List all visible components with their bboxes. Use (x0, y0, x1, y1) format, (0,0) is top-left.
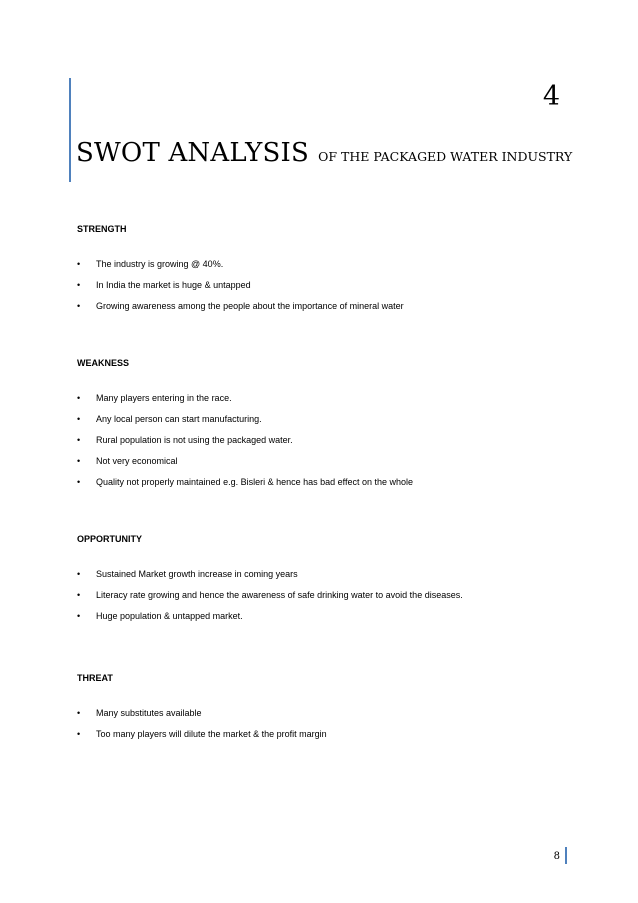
chapter-title-sub: OF THE PACKAGED WATER INDUSTRY (318, 149, 573, 164)
chapter-title (76, 133, 572, 177)
list-item (77, 434, 577, 446)
page-number: 8 (553, 851, 560, 862)
section-heading-threat: THREAT (77, 673, 113, 683)
section-weakness (77, 357, 577, 497)
bullet-icon: • (77, 280, 81, 290)
list-item (77, 728, 577, 740)
bullet-icon: • (77, 301, 81, 311)
list-item (77, 589, 577, 601)
chapter-title-main: SWOT ANALYSIS (76, 138, 310, 168)
list-item-text: Many players entering in the race. (96, 393, 232, 403)
list-item-text: Huge population & untapped market. (96, 611, 243, 621)
bullet-icon: • (77, 708, 81, 718)
list-item (77, 413, 577, 425)
list-item (77, 568, 577, 580)
bullet-icon: • (77, 414, 81, 424)
chapter-accent-bar (69, 78, 71, 182)
section-heading-strength: STRENGTH (77, 224, 127, 234)
section-strength (77, 223, 577, 321)
bullet-icon: • (77, 729, 81, 739)
list-strength (77, 258, 577, 312)
list-item-text: Growing awareness among the people about the importance of mineral water (96, 301, 404, 311)
bullet-icon: • (77, 456, 81, 466)
list-threat (77, 707, 577, 740)
bullet-icon: • (77, 477, 81, 487)
bullet-icon: • (77, 611, 81, 621)
page-number-accent-bar (565, 847, 567, 864)
section-heading-opportunity: OPPORTUNITY (77, 534, 143, 544)
section-threat (77, 672, 577, 749)
list-item-text: Quality not properly maintained e.g. Bisleri & hence has bad effect on the whole (96, 477, 414, 487)
list-item-text: In India the market is huge & untapped (96, 280, 251, 290)
list-item-text: Rural population is not using the packaged water. (96, 435, 293, 445)
list-item-text: Not very economical (96, 456, 178, 466)
list-item (77, 279, 577, 291)
bullet-icon: • (77, 569, 81, 579)
section-opportunity (77, 533, 577, 631)
list-item (77, 455, 577, 467)
list-item (77, 610, 577, 622)
list-item (77, 476, 577, 488)
list-item-text: The industry is growing @ 40%. (96, 259, 224, 269)
list-item (77, 392, 577, 404)
list-opportunity (77, 568, 577, 622)
bullet-icon: • (77, 259, 81, 269)
list-item (77, 300, 577, 312)
list-item-text: Too many players will dilute the market & the profit margin (96, 729, 327, 739)
bullet-icon: • (77, 435, 81, 445)
bullet-icon: • (77, 590, 81, 600)
list-item-text: Literacy rate growing and hence the awareness of safe drinking water to avoid the diseases. (96, 590, 463, 600)
list-item-text: Any local person can start manufacturing. (96, 414, 262, 424)
bullet-icon: • (77, 393, 81, 403)
list-weakness (77, 392, 577, 488)
list-item (77, 707, 577, 719)
chapter-number: 4 (542, 81, 560, 112)
list-item-text: Many substitutes available (96, 708, 202, 718)
section-heading-weakness: WEAKNESS (77, 358, 130, 368)
list-item (77, 258, 577, 270)
list-item-text: Sustained Market growth increase in coming years (96, 569, 298, 579)
